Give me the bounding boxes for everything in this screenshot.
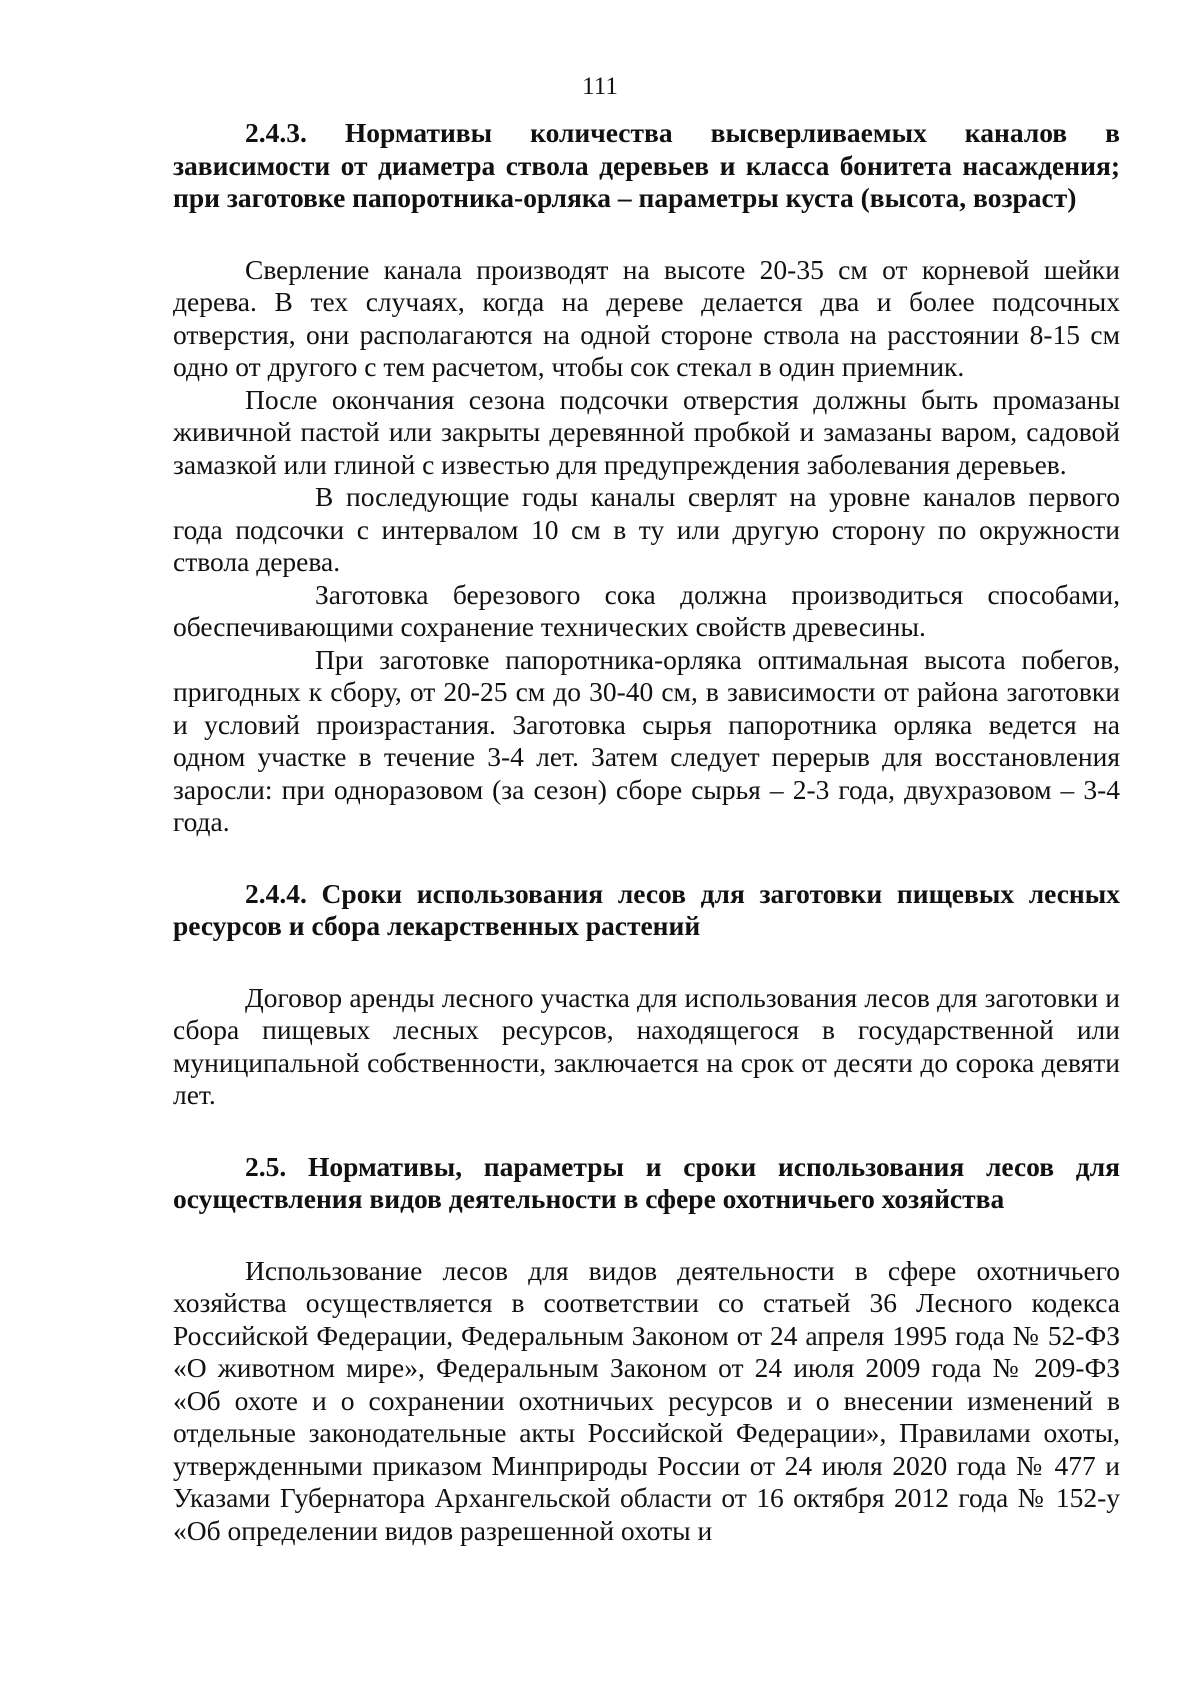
paragraph-following-years: В последующие годы каналы сверлят на уровне каналов первого года подсочки с интервалом 10 см в ту или другую сторону по окружности ствола дерева. [173,481,1120,577]
spacer [173,1112,1120,1151]
spacer [173,1216,1120,1255]
paragraph-drilling: Сверление канала производят на высоте 20-35 см от корневой шейки дерева. В тех случаях, когда на дереве делается два и более подсочных отверстия, они располагаются на одной стороне ствола на расстоянии 8-15 см одно от другого с тем расчетом, чтобы сок стекал в один приемник. [173,253,1120,382]
spacer [173,215,1120,254]
paragraph-sealing: После окончания сезона подсочки отверстия должны быть промазаны живичной пастой или закрыты деревянной пробкой и замазаны варом, садовой замазкой или глиной с известью для предупреждения заболевания деревьев. [173,383,1120,480]
paragraph-bracken: При заготовке папоротника-орляка оптимальная высота побегов, пригодных к сбору, от 20-25 см до 30-40 см, в зависимости от района заготовки и условий произрастания. Заготовка сырья папоротника орляка ведется на одном участке в течение 3-4 лет. Затем следует перерыв для восстановления заросли: при одноразовом (за сезон) сборе сырья – 2-3 года, двухразовом – 3-4 года. [173,643,1120,837]
section-heading-2-4-4: 2.4.4. Сроки использования лесов для заготовки пищевых лесных ресурсов и сбора лекарственных растений [173,877,1120,941]
page-number: 111 [582,73,618,100]
spacer [173,943,1120,982]
section-heading-2-5: 2.5. Нормативы, параметры и сроки использования лесов для осуществления видов деятельности в сфере охотничьего хозяйства [173,1150,1120,1214]
spacer [173,839,1120,878]
paragraph-lease-term: Договор аренды лесного участка для использования лесов для заготовки и сбора пищевых лесных ресурсов, находящегося в государственной или муниципальной собственности, заключается на срок от десяти до сорока девяти лет. [173,981,1120,1110]
paragraph-hunting-use: Использование лесов для видов деятельности в сфере охотничьего хозяйства осуществляется в соответствии со статьей 36 Лесного кодекса Российской Федерации, Федеральным Законом от 24 апреля 1995 года № 52-ФЗ «О животном мире», Федеральным Законом от 24 июля 2009 года № 209-ФЗ «Об охоте и о сохранении охотничьих ресурсов и о внесении изменений в отдельные законодательные акты Российской Федерации», Правилами охоты, утвержденными приказом Минприроды России от 24 июля 2020 года № 477 и Указами Губернатора Архангельской области от 16 октября 2012 года № 152-у «Об определении видов разрешенной охоты и [173,1254,1120,1546]
paragraph-birch-sap: Заготовка березового сока должна производиться способами, обеспечивающими сохранение технических свойств древесины. [173,578,1120,642]
page-content [173,117,1120,1547]
section-heading-2-4-3: 2.4.3. Нормативы количества высверливаемых каналов в зависимости от диаметра ствола деревьев и класса бонитета насаждения; при заготовке папоротника-орляка – параметры куста (высота, возраст) [173,117,1120,213]
